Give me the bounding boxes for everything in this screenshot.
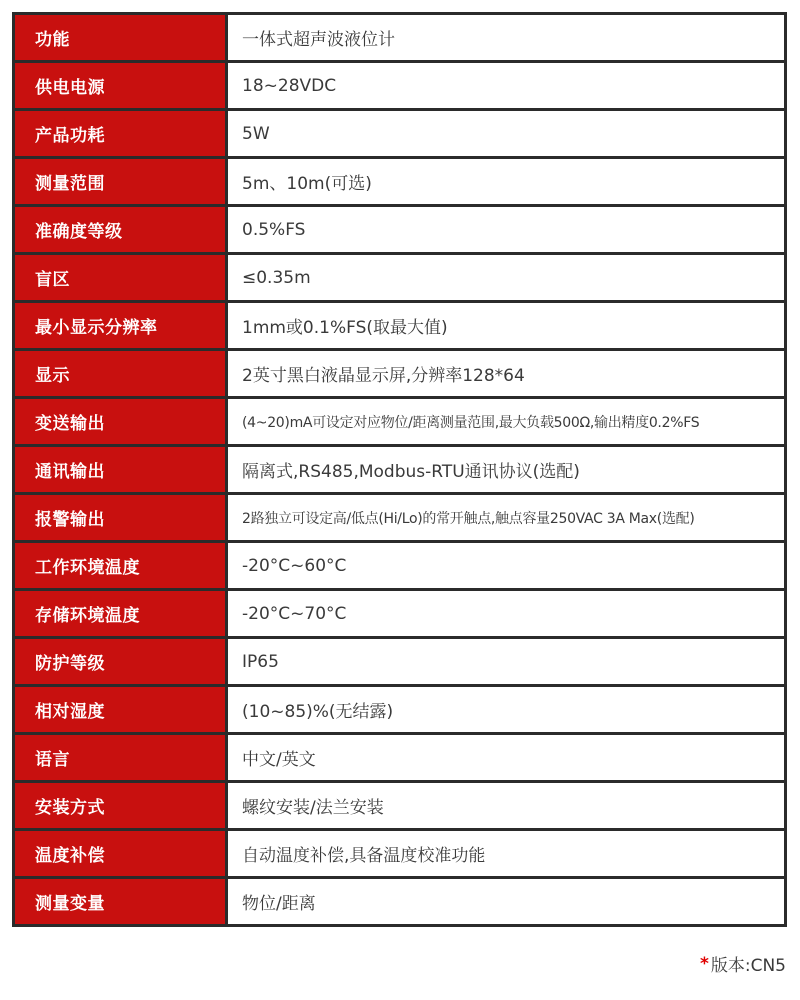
table-row	[14, 254, 786, 302]
spec-label: 相对湿度	[14, 686, 227, 734]
table-row	[14, 398, 786, 446]
spec-value: 0.5%FS	[227, 206, 786, 254]
table-row	[14, 734, 786, 782]
table-row	[14, 782, 786, 830]
spec-label: 安装方式	[14, 782, 227, 830]
spec-label: 报警输出	[14, 494, 227, 542]
table-row	[14, 158, 786, 206]
spec-label: 温度补偿	[14, 830, 227, 878]
table-row	[14, 878, 786, 926]
spec-value: 2路独立可设定高/低点(Hi/Lo)的常开触点,触点容量250VAC 3A Max(选配)	[227, 494, 786, 542]
table-row	[14, 542, 786, 590]
spec-value: 1mm或0.1%FS(取最大值)	[227, 302, 786, 350]
spec-value: 隔离式,RS485,Modbus-RTU通讯协议(选配)	[227, 446, 786, 494]
spec-value: 5m、10m(可选)	[227, 158, 786, 206]
table-row	[14, 590, 786, 638]
table-row	[14, 494, 786, 542]
asterisk-mark: *	[699, 954, 709, 974]
spec-value: 物位/距离	[227, 878, 786, 926]
spec-value: -20°C~60°C	[227, 542, 786, 590]
spec-value: 中文/英文	[227, 734, 786, 782]
version-note	[700, 951, 786, 976]
table-row	[14, 350, 786, 398]
spec-value: (10~85)%(无结露)	[227, 686, 786, 734]
spec-label: 语言	[14, 734, 227, 782]
spec-label: 测量范围	[14, 158, 227, 206]
spec-label: 盲区	[14, 254, 227, 302]
spec-value: 5W	[227, 110, 786, 158]
spec-label: 测量变量	[14, 878, 227, 926]
table-row	[14, 110, 786, 158]
table-row	[14, 302, 786, 350]
table-row	[14, 14, 786, 62]
version-text: 版本:CN5	[710, 956, 786, 976]
spec-label: 防护等级	[14, 638, 227, 686]
spec-value: ≤0.35m	[227, 254, 786, 302]
spec-value: 18~28VDC	[227, 62, 786, 110]
spec-label: 准确度等级	[14, 206, 227, 254]
table-row	[14, 830, 786, 878]
table-row	[14, 638, 786, 686]
table-row	[14, 62, 786, 110]
spec-label: 变送输出	[14, 398, 227, 446]
table-row	[14, 446, 786, 494]
spec-label: 存储环境温度	[14, 590, 227, 638]
spec-value: 一体式超声波液位计	[227, 14, 786, 62]
spec-label: 通讯输出	[14, 446, 227, 494]
spec-value: 螺纹安装/法兰安装	[227, 782, 786, 830]
spec-value: (4~20)mA可设定对应物位/距离测量范围,最大负载500Ω,输出精度0.2%FS	[227, 398, 786, 446]
spec-value: -20°C~70°C	[227, 590, 786, 638]
spec-label: 工作环境温度	[14, 542, 227, 590]
spec-value: 自动温度补偿,具备温度校准功能	[227, 830, 786, 878]
spec-label: 最小显示分辨率	[14, 302, 227, 350]
table-row	[14, 206, 786, 254]
spec-label: 功能	[14, 14, 227, 62]
spec-table	[12, 12, 787, 927]
table-row	[14, 686, 786, 734]
spec-label: 供电电源	[14, 62, 227, 110]
spec-label: 产品功耗	[14, 110, 227, 158]
spec-value: 2英寸黑白液晶显示屏,分辨率128*64	[227, 350, 786, 398]
spec-value: IP65	[227, 638, 786, 686]
spec-label: 显示	[14, 350, 227, 398]
